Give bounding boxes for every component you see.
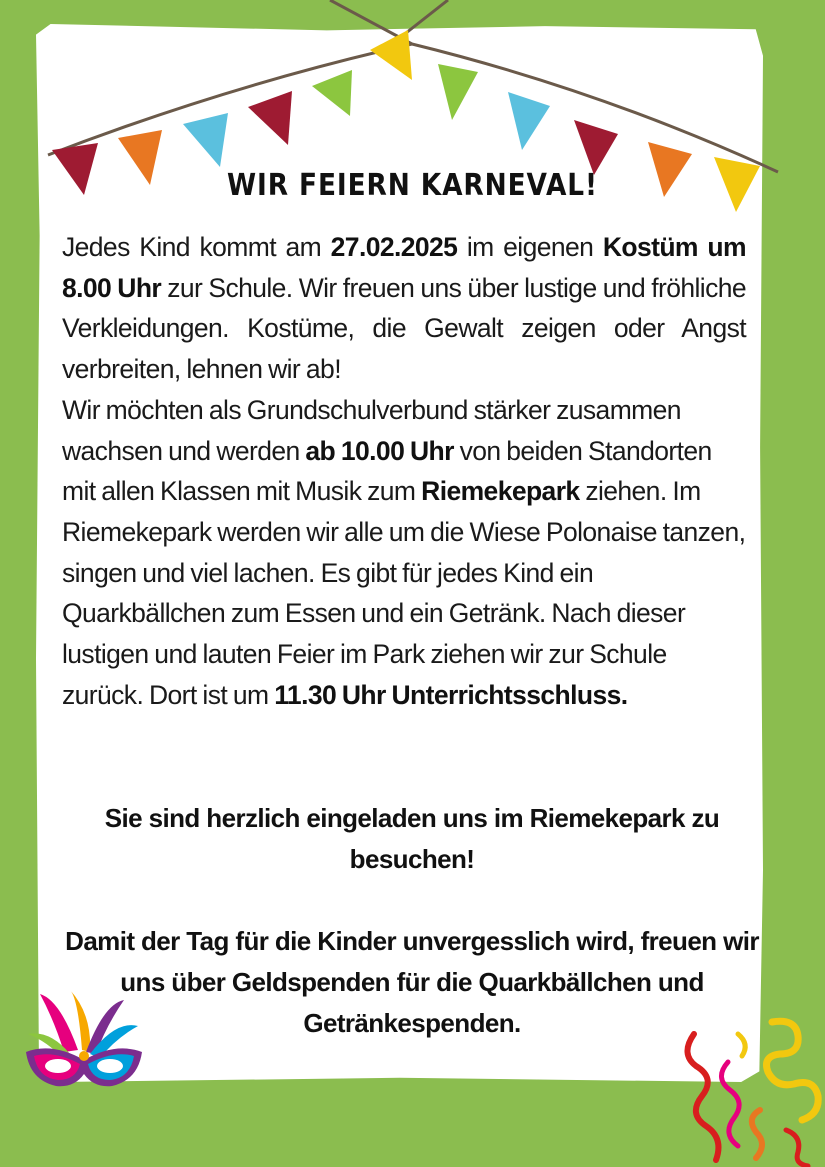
flag-yellow — [370, 30, 412, 80]
paragraph-parade — [62, 390, 746, 716]
date-highlight: 27.02.2025 — [330, 232, 458, 262]
flag-red — [248, 91, 292, 145]
donation-text: Damit der Tag für die Kinder unvergesslich wird, freuen wir uns über Geldspenden für die Quarkbällchen und Getränkespenden. — [65, 926, 759, 1038]
flag-blue — [183, 113, 228, 167]
end-time-highlight: 11.30 Uhr Unterrichtsschluss. — [274, 679, 628, 710]
park-highlight: Riemekepark — [421, 476, 580, 507]
text-span: von beiden Standorten mit allen Klassen mit Musik zum — [62, 435, 712, 507]
text-span: im eigenen — [457, 232, 603, 262]
invitation-text: Sie sind herzlich eingeladen uns im Riemekepark zu besuchen! — [104, 803, 720, 874]
flag-green — [312, 70, 352, 116]
parade-time-highlight: ab 10.00 Uhr — [305, 435, 454, 466]
text-span: ziehen. Im Riemekepark werden wir alle um die Wiese Polonaise tanzen, singen und viel lachen. Es gibt für jedes Kind ein Quarkbällchen zum Essen und ein Getränk. Nach dieser lustigen und lauten Feier im Park ziehen wir zur Schule zurück. Dort ist um — [62, 476, 746, 710]
flag-green — [438, 64, 478, 120]
text-span: Wir möchten als Grundschulverbund stärker zusammen wachsen und werden — [62, 394, 681, 466]
carnival-mask-icon — [20, 990, 148, 1094]
costume-time-highlight: Kostüm um 8.00 Uhr — [62, 232, 746, 303]
flag-red — [574, 120, 618, 175]
body-text — [62, 227, 746, 715]
text-span: zur Schule. Wir freuen uns über lustige und fröhliche Verkleidungen. Kostüme, die Gewalt zeigen oder Angst verbreiten, lehnen wir ab! — [62, 272, 746, 385]
text-span: Jedes Kind kommt am — [62, 232, 331, 262]
paragraph-costume — [62, 227, 746, 390]
streamers-icon — [676, 1014, 825, 1167]
flag-blue — [508, 92, 550, 150]
page-title: WIR FEIERN KARNEVAL! — [227, 168, 598, 203]
